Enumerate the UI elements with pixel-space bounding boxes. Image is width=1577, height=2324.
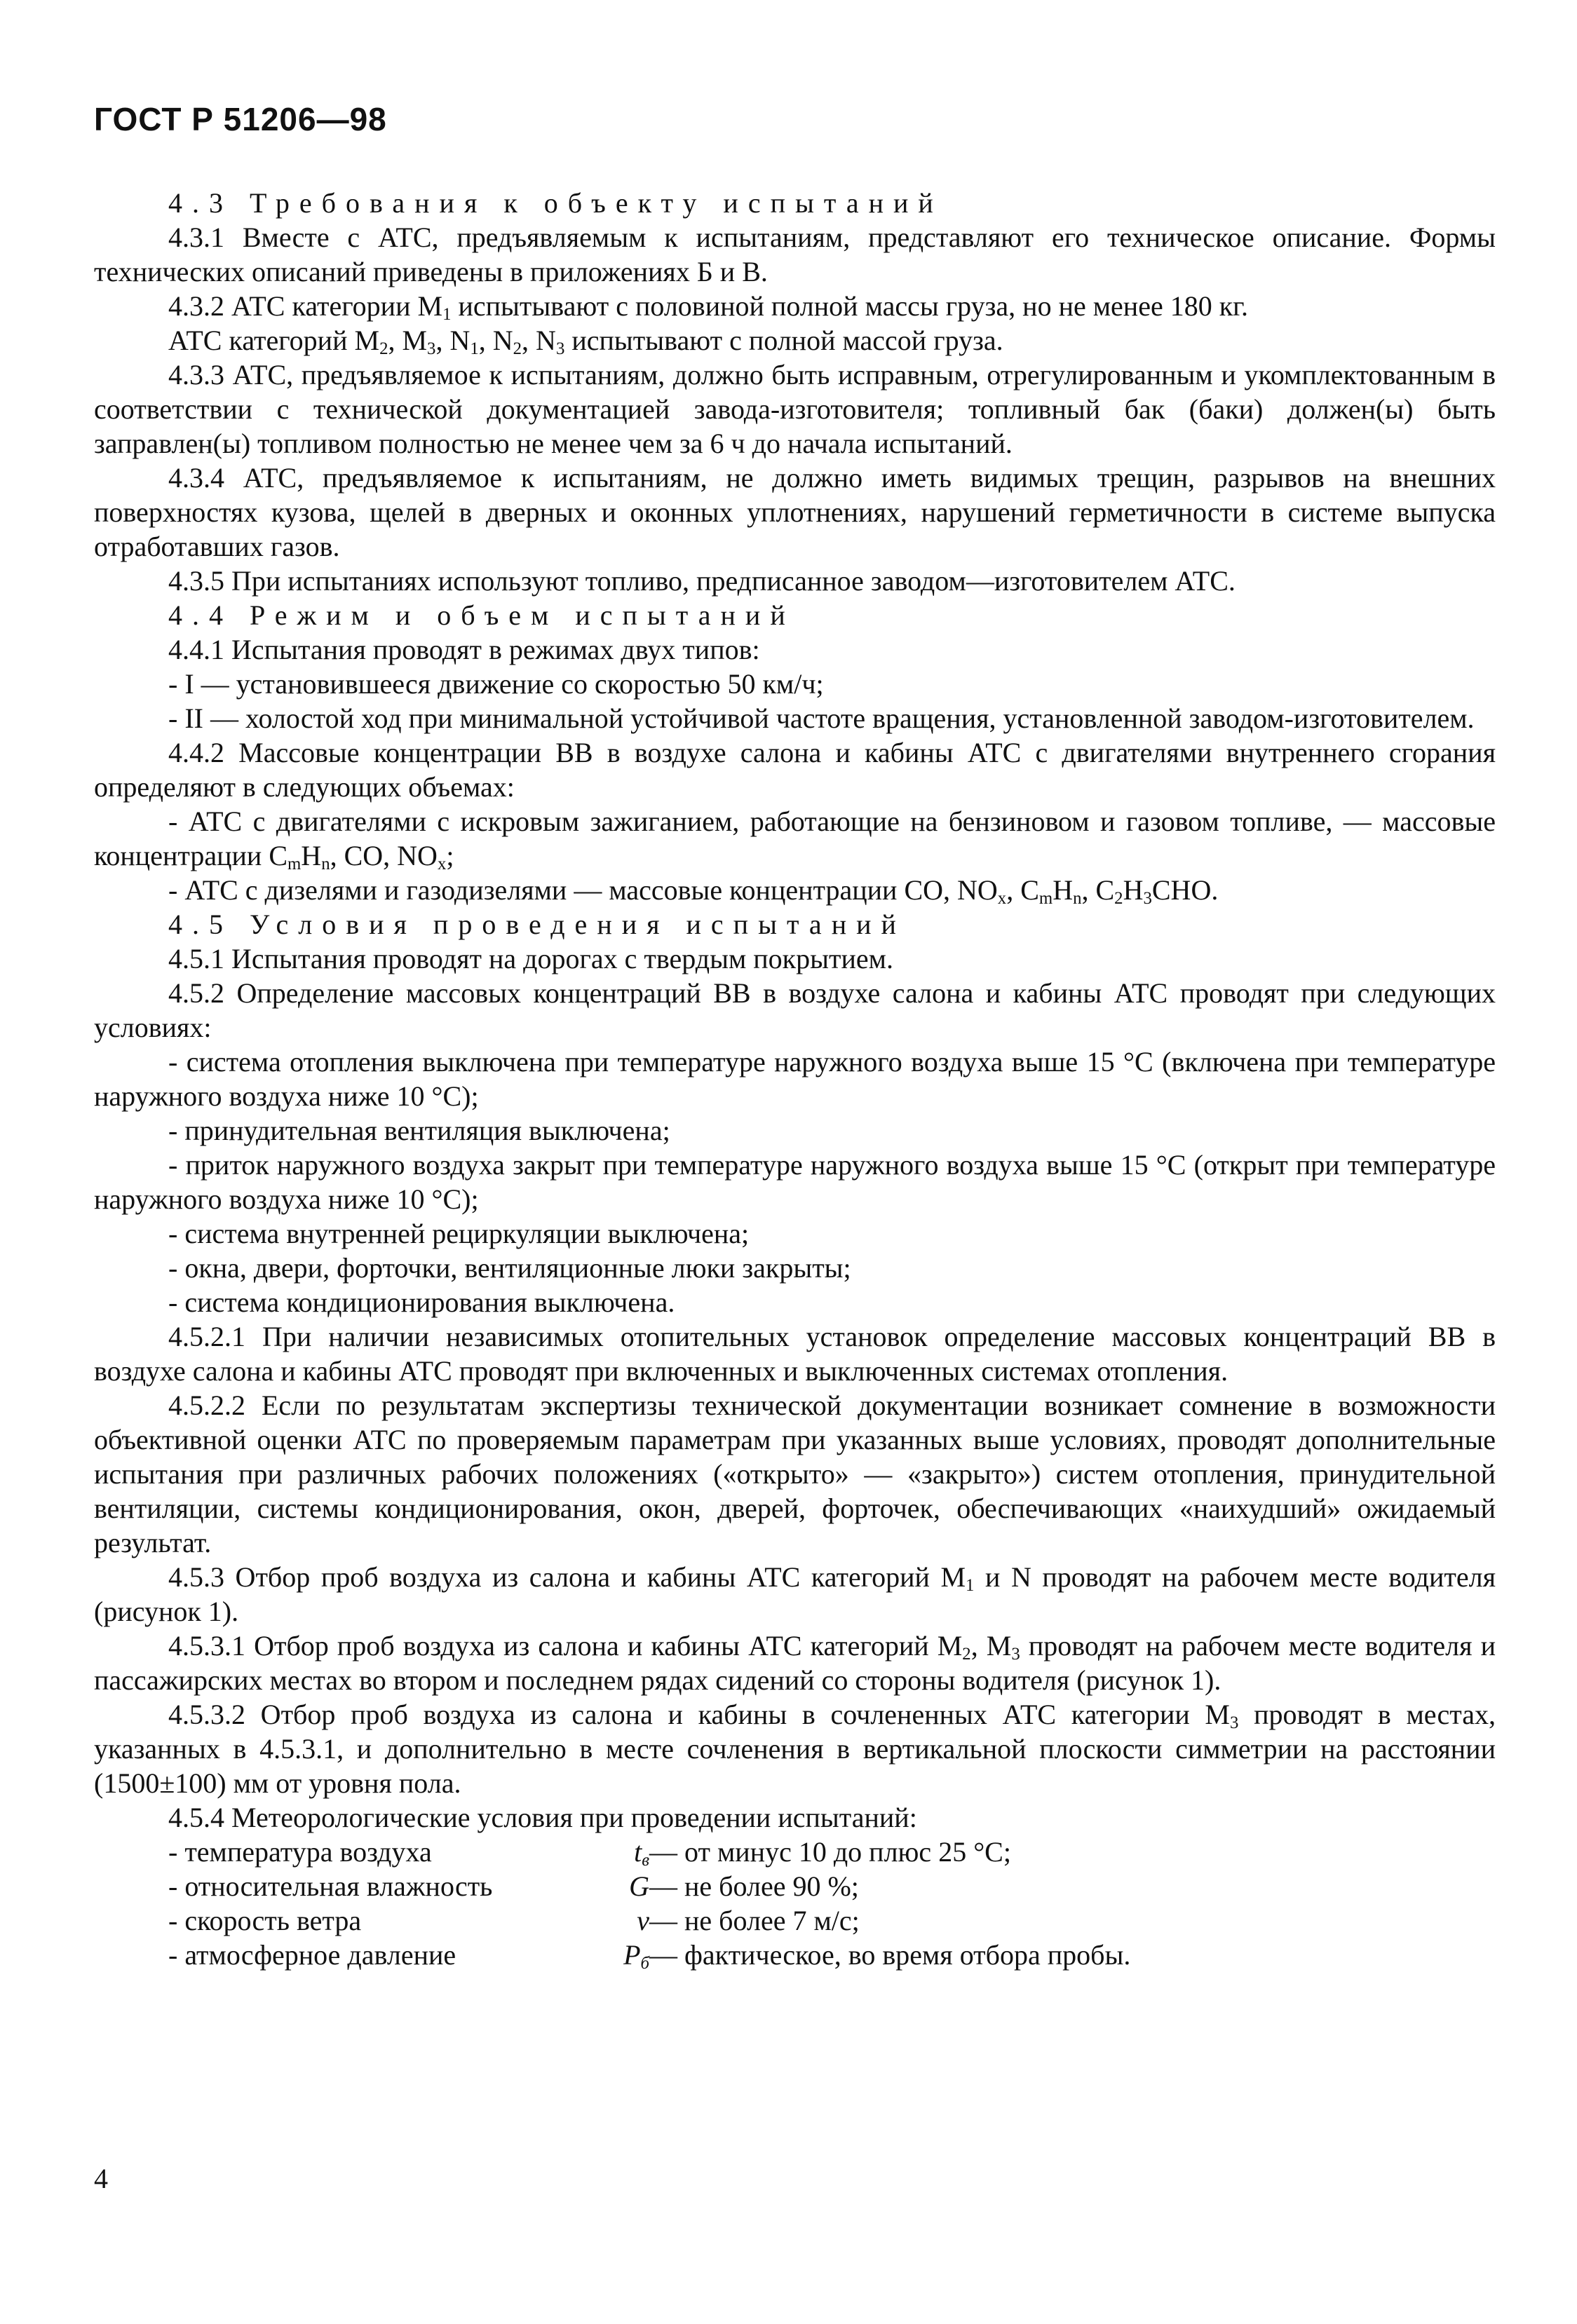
paragraph-4-3-3: 4.3.3 АТС, предъявляемое к испытаниям, должно быть исправным, отрегулированным и укомплектованным в соответствии с технической документацией завода-изготовителя; топливный бак (баки) должен(ы) быть заправлен(ы) топливом полностью не менее чем за 6 ч до начала испытаний. [94, 359, 1496, 459]
list-item-mode-2: - II — холостой ход при минимальной устойчивой частоте вращения, установленной заводом-изготовителем. [168, 702, 1475, 734]
paragraph-4-4-2: 4.4.2 Массовые концентрации ВВ в воздухе салона и кабины АТС с двигателями внутреннего сгорания определяют в следующих объемах: [94, 737, 1496, 803]
list-item-diesel: - АТС с дизелями и газодизелями — массовые концентрации CO, $NO_x$, $C_mH_n$, $C_2H_3CHO$. [168, 874, 1219, 909]
paragraph-4-3-1: 4.3.1 Вместе с АТС, предъявляемым к испытаниям, представляют его техническое описание. Формы технических описаний приведены в приложениях Б и В. [94, 222, 1496, 287]
section-4-5-title: 4.5 Условия проведения испытаний [168, 909, 906, 940]
meteo-conditions-list [94, 1835, 1496, 1972]
list-item-mode-1: - I — установившееся движение со скоростью 50 км/ч; [168, 668, 824, 700]
paragraph-4-5-1: 4.5.1 Испытания проводят на дорогах с твердым покрытием. [168, 943, 893, 974]
meteo-row-humidity: - относительная влажность G — не более 90 %; [168, 1870, 859, 1902]
section-4-4-title: 4.4 Режим и объем испытаний [168, 599, 795, 631]
list-item-heating: - система отопления выключена при температуре наружного воздуха выше 15 °С (включена при температуре наружного воздуха ниже 10 °С); [94, 1046, 1496, 1112]
document-body [94, 186, 1496, 1972]
list-item-windows: - окна, двери, форточки, вентиляционные люки закрыты; [168, 1252, 851, 1284]
list-item-spark-ignition: - АТС с двигателями с искровым зажиганием, работающие на бензиновом и газовом топливе, — массовые концентрации $C_mH_n$, CO, $NO_x$; [94, 806, 1496, 874]
paragraph-4-3-2-b: АТС категорий $M_2$, $M_3$, $N_1$, $N_2$, $N_3$ испытывают с полной массой груза. [168, 325, 1003, 359]
paragraph-4-3-2: 4.3.2 АТС категории $M_1$ испытывают с половиной полной массы груза, но не менее 180 кг. [168, 290, 1249, 325]
list-item-air-intake: - приток наружного воздуха закрыт при температуре наружного воздуха выше 15 °С (открыт при температуре наружного воздуха ниже 10 °С); [94, 1149, 1496, 1215]
paragraph-4-5-3-2: 4.5.3.2 Отбор проб воздуха из салона и кабины в сочлененных АТС категории $M_3$ проводят в местах, указанных в 4.5.3.1, и дополнительно в месте сочленения в вертикальной плоскости симметрии на расстоянии (1500±100) мм от уровня пола. [94, 1699, 1496, 1799]
paragraph-4-5-3-1: 4.5.3.1 Отбор проб воздуха из салона и кабины АТС категорий $M_2$, $M_3$ проводят на рабочем месте водителя и пассажирских местах во втором и последнем рядах сидений со стороны водителя (рисунок 1). [94, 1630, 1496, 1696]
paragraph-4-5-4: 4.5.4 Метеорологические условия при проведении испытаний: [168, 1802, 917, 1833]
meteo-row-wind: - скорость ветра v — не более 7 м/с; [168, 1905, 860, 1936]
paragraph-4-5-3: 4.5.3 Отбор проб воздуха из салона и кабины АТС категорий $M_1$ и N проводят на рабочем месте водителя (рисунок 1). [94, 1561, 1496, 1627]
paragraph-4-3-4: 4.3.4 АТС, предъявляемое к испытаниям, не должно иметь видимых трещин, разрывов на внешних поверхностях кузова, щелей в дверных и оконных уплотнениях, нарушений герметичности в системе выпуска отработавших газов. [94, 462, 1496, 562]
paragraph-4-5-2: 4.5.2 Определение массовых концентраций ВВ в воздухе салона и кабины АТС проводят при следующих условиях: [94, 977, 1496, 1043]
page-number: 4 [94, 2163, 108, 2194]
meteo-row-temperature: - температура воздуха $t_в$ — от минус 10 до плюс 25 °С; [168, 1836, 1011, 1870]
section-4-3-title: 4.3 Требования к объекту испытаний [168, 187, 943, 219]
paragraph-4-5-2-2: 4.5.2.2 Если по результатам экспертизы технической документации возникает сомнение в возможности объективной оценки АТС по проверяемым параметрам при указанных выше условиях, проводят дополнительные испытания при различных рабочих положениях («открыто» — «закрыто») систем отопления, принудительной вентиляции, системы кондиционирования, окон, дверей, форточек, обеспечивающих «наихудший» ожидаемый результат. [94, 1389, 1496, 1558]
meteo-row-pressure: - атмосферное давление $P_б$ — фактическое, во время отбора пробы. [168, 1939, 1131, 1973]
paragraph-4-4-1: 4.4.1 Испытания проводят в режимах двух типов: [168, 634, 760, 665]
standard-header: ГОСТ Р 51206—98 [94, 101, 387, 137]
paragraph-4-3-5: 4.3.5 При испытаниях используют топливо, предписанное заводом—изготовителем АТС. [168, 565, 1236, 597]
list-item-ventilation: - принудительная вентиляция выключена; [168, 1115, 670, 1146]
paragraph-4-5-2-1: 4.5.2.1 При наличии независимых отопительных установок определение массовых концентраций ВВ в воздухе салона и кабины АТС проводят при включенных и выключенных системах отопления. [94, 1321, 1496, 1387]
list-item-recirculation: - система внутренней рециркуляции выключена; [168, 1218, 750, 1249]
list-item-conditioning: - система кондиционирования выключена. [168, 1286, 675, 1318]
